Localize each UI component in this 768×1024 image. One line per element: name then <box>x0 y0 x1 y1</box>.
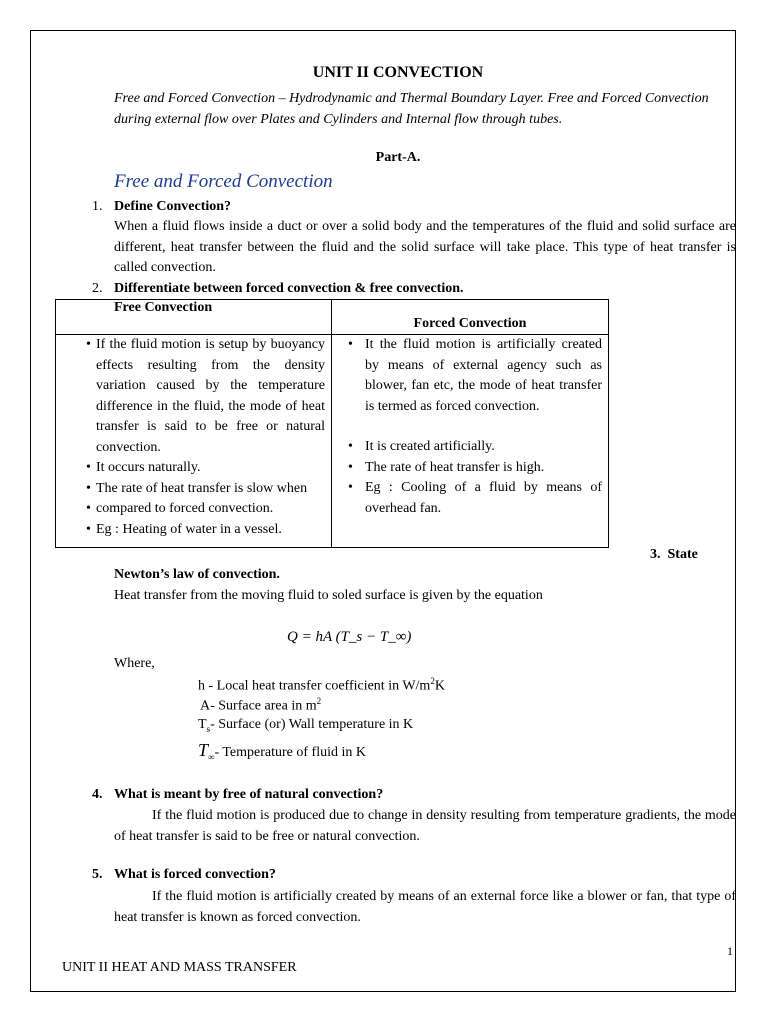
comparison-table <box>55 299 609 548</box>
q1-number: 1. <box>92 199 103 214</box>
page-number: 1 <box>727 944 733 958</box>
header-forced-convection: Forced Convection <box>332 300 609 335</box>
q3-question: Newton’s law of convection. <box>114 567 280 582</box>
free-point-2: • It occurs naturally. <box>56 458 331 479</box>
free-point-3: • The rate of heat transfer is slow when <box>56 479 331 500</box>
q4-number: 4. <box>92 787 103 802</box>
q2-question: Differentiate between forced convection & free convection. <box>114 281 464 296</box>
forced-point-4: • Eg : Cooling of a fluid by means of overhead fan. <box>332 478 608 519</box>
forced-point-1: • It the fluid motion is artificially created by means of external agency such as blower, fan etc, the mode of heat transfer is termed as forced convection. <box>332 335 608 417</box>
q5-answer: If the fluid motion is artificially created by means of an external force like a blower or fan, that type of heat transfer is known as forced convection. <box>114 889 736 925</box>
page-footer: UNIT II HEAT AND MASS TRANSFER <box>62 960 297 975</box>
q1-answer: When a fluid flows inside a duct or over a solid body and the temperatures of the fluid and solid surface are different, heat transfer between the fluid and the solid surface will take place. This type of heat transfer is called convection. <box>114 219 736 275</box>
header-free-convection: Free Convection <box>56 300 332 335</box>
q4-answer: If the fluid motion is produced due to change in density resulting from temperature gradients, the mode of heat transfer is said to be free or natural convection. <box>114 808 736 844</box>
q4-question: What is meant by free of natural convection? <box>114 787 384 802</box>
free-point-5: • Eg : Heating of water in a vessel. <box>56 520 331 541</box>
where-label: Where, <box>114 656 155 671</box>
part-heading: Part-A. <box>375 150 421 165</box>
q3-answer: Heat transfer from the moving fluid to soled surface is given by the equation <box>114 588 543 603</box>
forced-point-3: • The rate of heat transfer is high. <box>332 458 608 479</box>
document-title: UNIT II CONVECTION <box>312 64 484 81</box>
section-heading: Free and Forced Convection <box>114 171 333 192</box>
newton-equation: Q = hA (T_s − T_∞) <box>287 629 412 645</box>
q5-number: 5. <box>92 867 103 882</box>
free-point-1: • If the fluid motion is setup by buoyancy effects resulting from the density variation caused by the temperature difference in the fluid, the mode of heat transfer is said to be free or natural convection. <box>56 335 331 458</box>
def-a: A- Surface area in $m^2$ <box>200 696 322 714</box>
q1-question: Define Convection? <box>114 199 232 214</box>
q2-number: 2. <box>92 281 103 296</box>
def-ts: $T_s-$ Surface (or) Wall temperature in K <box>198 717 414 734</box>
def-h: h - Local heat transfer coefficient in $W/m^2K$ <box>198 676 445 694</box>
free-point-4: • compared to forced convection. <box>56 499 331 520</box>
q5-question: What is forced convection? <box>114 867 276 882</box>
q3-number: 3. State <box>650 547 698 562</box>
forced-convection-cell <box>332 335 609 548</box>
document-subtitle: Free and Forced Convection – Hydrodynamic and Thermal Boundary Layer. Free and Forced Convection during external flow over Plates and Cylinders and Internal flow through tubes. <box>114 91 709 127</box>
def-tinf: $T_\infty-$ Temperature of fluid in K <box>198 740 366 762</box>
forced-point-2: • It is created artificially. <box>332 437 608 458</box>
free-convection-cell <box>56 335 332 548</box>
